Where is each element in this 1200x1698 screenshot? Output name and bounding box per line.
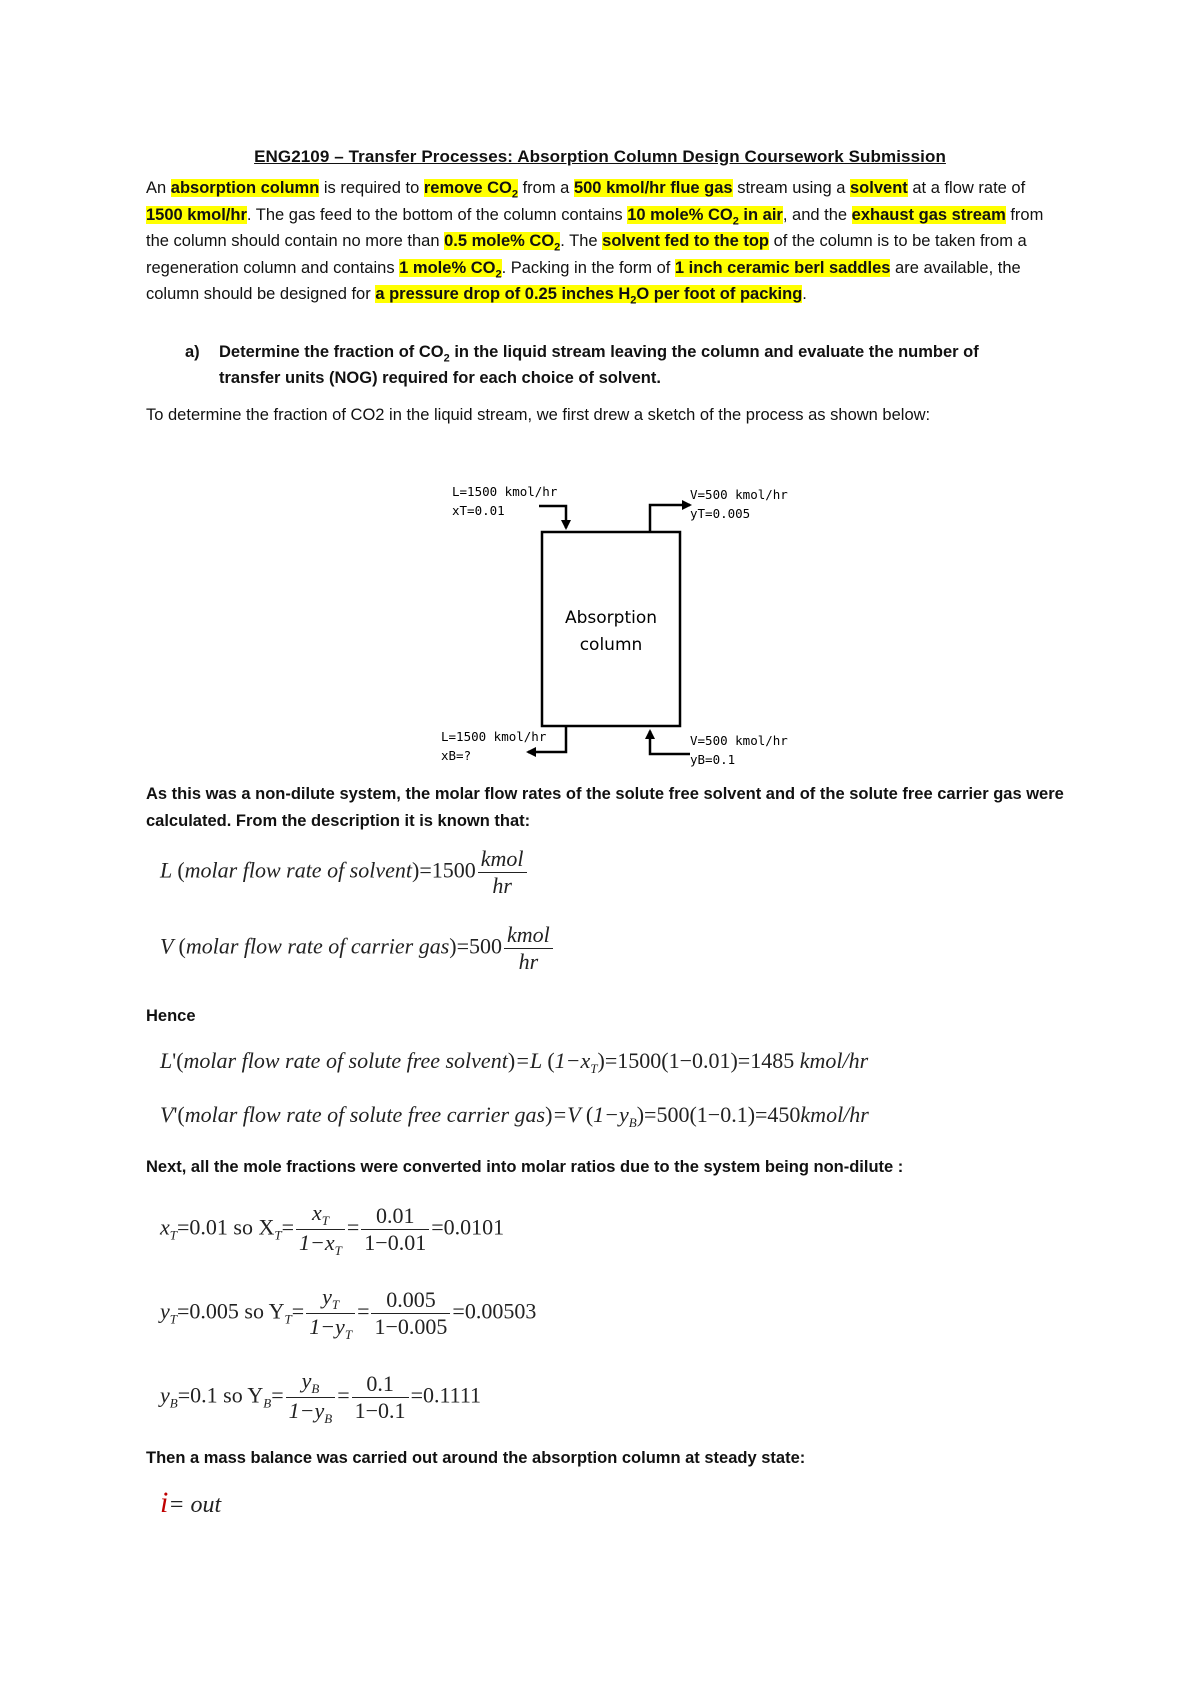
equation-yT-conversion: $y_T=0.005$ so $Y_T=$ $\frac{y_T}{1-y_T}$ = $\frac{0.005}{1-0.005}$ =0.00503 (160, 1284, 537, 1342)
bottom-right-label-2: yB=0.1 (690, 752, 736, 767)
highlight-flue-gas: 500 kmol/hr flue gas (573, 179, 733, 197)
highlight-exhaust-co2: 0.5 mole% $CO_2$ (444, 232, 561, 254)
highlight-feed-co2: 10 mole% $CO_2$ in air (627, 205, 783, 227)
bottom-left-label-1: L=1500 kmol/hr (441, 729, 547, 744)
question-label: a) (185, 343, 200, 361)
top-right-label-1: V=500 kmol/hr (690, 487, 788, 502)
top-right-label-2: yT=0.005 (690, 506, 751, 521)
equation-mass-balance: i= out (160, 1486, 222, 1519)
gas-inlet-arrow (650, 731, 690, 754)
highlight-absorption-column: absorption column (170, 179, 320, 197)
top-left-label-1: L=1500 kmol/hr (452, 484, 558, 499)
equation-solute-free-carrier: V'(molar flow rate of solute free carrier gas)=V $(1-y_B)=500(1-0.1)=450kmol/hr$ (160, 1102, 869, 1130)
bottom-left-label-2: xB=? (441, 748, 472, 763)
highlight-packing: 1 inch ceramic berl saddles (674, 258, 891, 277)
highlight-pressure-drop: a pressure drop of 0.25 inches $H_2O$ per foot of packing (375, 285, 803, 307)
column-label-2: column (579, 635, 643, 655)
highlight-solvent-top: solvent fed to the top (602, 232, 770, 250)
column-box (542, 532, 680, 726)
balance-text: Then a mass balance was carried out around the absorption column at steady state: (146, 1449, 806, 1467)
highlight-exhaust-gas: exhaust gas stream (851, 205, 1006, 224)
question-text: Determine the fraction of $CO_2$ in the liquid stream leaving the column and evaluate the number of transfer units (NOG) required for each choice of solvent. (219, 343, 979, 387)
convert-text: Next, all the mole fractions were converted into molar ratios due to the system being non-dilute : (146, 1158, 904, 1176)
liquid-inlet-arrow (539, 506, 566, 528)
nondilute-text: As this was a non-dilute system, the molar flow rates of the solute free solvent and of the solute free carrier gas were calculated. From the description it is known that: (146, 785, 1064, 830)
bottom-right-label-1: V=500 kmol/hr (690, 733, 788, 748)
highlight-solvent-co2: 1 mole% $CO_2$ (399, 258, 502, 280)
sketch-intro-text: To determine the fraction of CO2 in the liquid stream, we first drew a sketch of the process as shown below: (146, 406, 931, 424)
gas-outlet-arrow (650, 505, 690, 532)
hence-label: Hence (146, 1007, 196, 1025)
equation-xT-conversion: $x_T=0.01$ so $X_T=$ $\frac{x_T}{1-x_T}$ = $\frac{0.01}{1-0.01}$ =0.0101 (160, 1200, 505, 1258)
intro-paragraph: An absorption column is required to remove $CO_2$ from a 500 kmol/hr flue gas stream using a solvent at a flow rate of 1500 kmol/hr. The gas feed to the bottom of the column contains 10 mole% $CO_2$ in air, and the exhaust gas stream from the column should contain no more than 0.5 mole% $CO_2$. The solvent fed to the top of the column is to be taken from a regeneration column and contains 1 mole% $CO_2$. Packing in the form of 1 inch ceramic berl saddles are available, the column should be designed for a pressure drop of 0.25 inches $H_2O$ per foot of packing. (146, 179, 1044, 307)
highlight-remove-co2: remove $CO_2$ (423, 179, 519, 201)
highlight-solvent-rate: 1500 kmol/hr (146, 205, 247, 224)
equation-carrier-flow: V (molar flow rate of carrier gas)=500 $\frac{\text{kmol}}{hr}$ (160, 922, 555, 975)
column-label-1: Absorption (564, 608, 658, 628)
highlight-solvent: solvent (850, 179, 908, 197)
equation-yB-conversion: $y_B=0.1$ so $Y_B=$ $\frac{y_B}{1-y_B}$ = $\frac{0.1}{1-0.1}$ =0.1111 (160, 1368, 482, 1426)
document-title: ENG2109 – Transfer Processes: Absorption Column Design Coursework Submission (254, 147, 946, 166)
top-left-label-2: xT=0.01 (452, 503, 505, 518)
equation-solute-free-solvent: L'(molar flow rate of solute free solvent)=L $(1-x_T)=1500(1-0.01)=1485$ kmol/hr (160, 1048, 869, 1076)
equation-solvent-flow: L (molar flow rate of solvent)=1500 $\frac{\text{kmol}}{hr}$ (160, 846, 529, 899)
